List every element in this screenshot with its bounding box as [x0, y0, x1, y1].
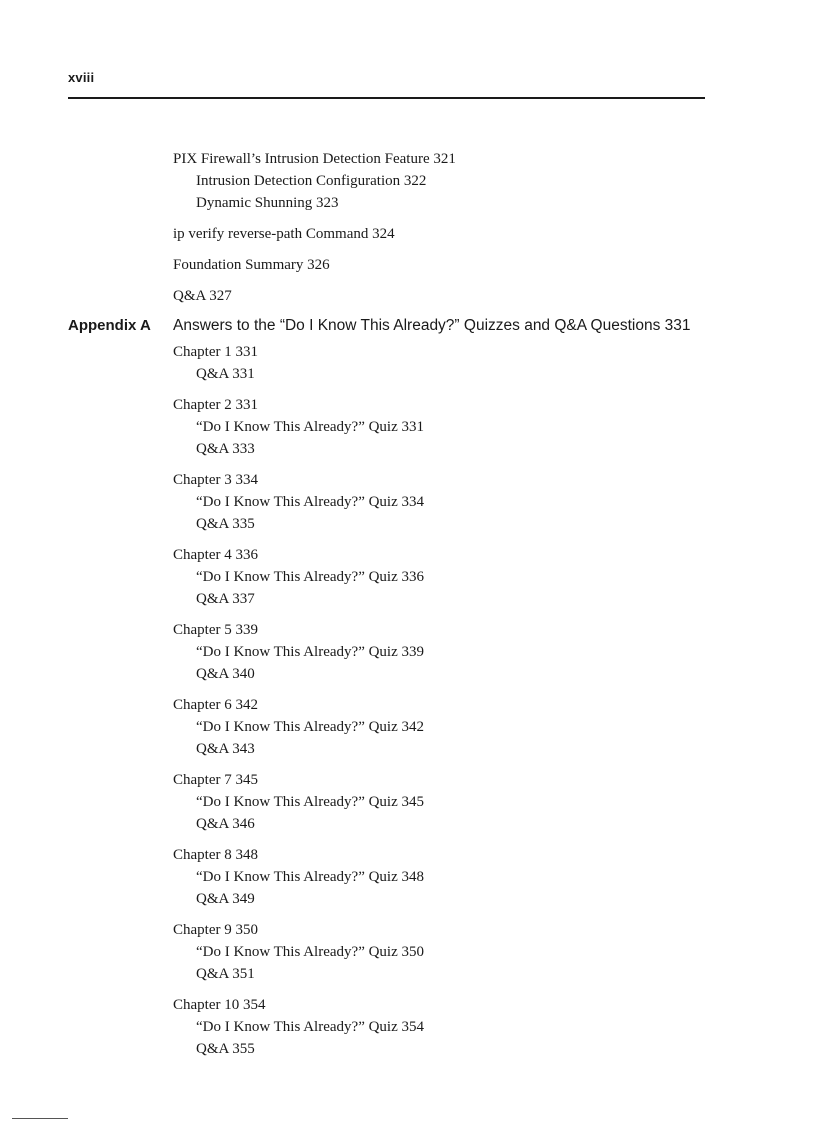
- header-rule: [68, 97, 705, 99]
- toc-subentry: Q&A 335: [196, 516, 255, 532]
- footer-rule: [12, 1118, 68, 1119]
- toc-subentry: Q&A 337: [196, 591, 255, 607]
- toc-subentry: Q&A 346: [196, 816, 255, 832]
- chapter-entry: Chapter 5 339: [173, 622, 258, 638]
- chapter-entry: Chapter 7 345: [173, 772, 258, 788]
- page-number: xviii: [68, 70, 95, 85]
- toc-subentry: Q&A 333: [196, 441, 255, 457]
- toc-subentry: “Do I Know This Already?” Quiz 331: [196, 419, 425, 435]
- toc-entry: Foundation Summary 326: [173, 257, 330, 273]
- toc-subentry: Dynamic Shunning 323: [196, 195, 339, 211]
- toc-subentry: Intrusion Detection Configuration 322: [196, 173, 427, 189]
- toc-subentry: “Do I Know This Already?” Quiz 350: [196, 944, 425, 960]
- chapter-entry: Chapter 3 334: [173, 472, 258, 488]
- chapter-entry: Chapter 8 348: [173, 847, 258, 863]
- toc-subentry: Q&A 340: [196, 666, 255, 682]
- toc-subentry: “Do I Know This Already?” Quiz 334: [196, 494, 425, 510]
- toc-subentry: “Do I Know This Already?” Quiz 348: [196, 869, 425, 885]
- toc-entry: Q&A 327: [173, 288, 232, 304]
- toc-subentry: Q&A 343: [196, 741, 255, 757]
- appendix-label: Appendix A: [68, 317, 151, 334]
- toc-subentry: “Do I Know This Already?” Quiz 342: [196, 719, 425, 735]
- chapter-entry: Chapter 1 331: [173, 344, 258, 360]
- chapter-entry: Chapter 4 336: [173, 547, 258, 563]
- toc-entry: PIX Firewall’s Intrusion Detection Feature 321: [173, 151, 456, 167]
- toc-subentry: Q&A 351: [196, 966, 255, 982]
- toc-subentry: “Do I Know This Already?” Quiz 354: [196, 1019, 425, 1035]
- toc-subentry: Q&A 331: [196, 366, 255, 382]
- toc-subentry: “Do I Know This Already?” Quiz 345: [196, 794, 425, 810]
- toc-subentry: Q&A 355: [196, 1041, 255, 1057]
- chapter-entry: Chapter 6 342: [173, 697, 258, 713]
- chapter-entry: Chapter 2 331: [173, 397, 258, 413]
- chapter-entry: Chapter 10 354: [173, 997, 266, 1013]
- toc-subentry: “Do I Know This Already?” Quiz 336: [196, 569, 425, 585]
- toc-subentry: Q&A 349: [196, 891, 255, 907]
- appendix-title: Answers to the “Do I Know This Already?” Quizzes and Q&A Questions 331: [173, 317, 691, 334]
- chapter-entry: Chapter 9 350: [173, 922, 258, 938]
- toc-subentry: “Do I Know This Already?” Quiz 339: [196, 644, 425, 660]
- toc-entry: ip verify reverse-path Command 324: [173, 226, 395, 242]
